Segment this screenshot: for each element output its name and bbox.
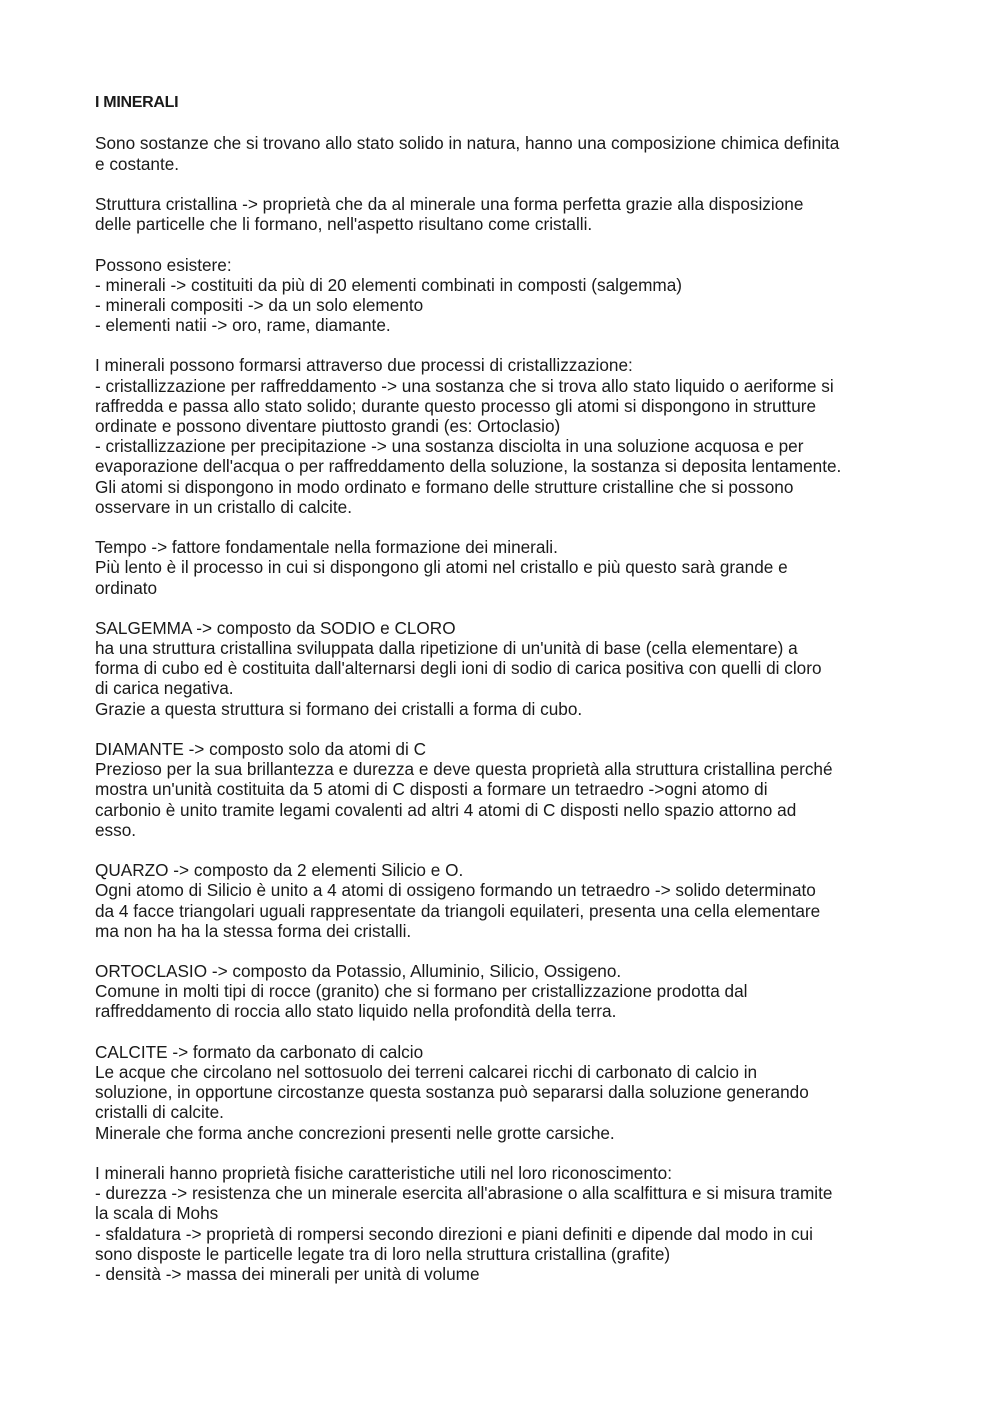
paragraph-properties-line: I minerali hanno proprietà fisiche caratteristiche utili nel loro riconoscimento: <box>95 1162 673 1183</box>
paragraph-quarzo-line: ma non ha ha la stessa forma dei cristalli. <box>95 920 412 941</box>
document-page <box>95 93 915 1284</box>
paragraph-salgemma-line: forma di cubo ed è costituita dall'alternarsi degli ioni di sodio di carica positiva con quelli di cloro <box>95 658 822 679</box>
paragraph-crystallization-line: ordinate e possono diventare piuttosto grandi (es: Ortoclasio) <box>95 416 561 436</box>
spacer <box>95 113 915 133</box>
paragraph-structure-line: delle particelle che li formano, nell'aspetto risultano come cristalli. <box>95 214 593 235</box>
paragraph-crystallization-line: I minerali possono formarsi attraverso due processi di cristallizzazione: <box>95 355 633 376</box>
paragraph-structure-line: Struttura cristallina -> proprietà che da al minerale una forma perfetta grazie alla disposizione <box>95 193 804 214</box>
paragraph-diamante-line: Prezioso per la sua brillantezza e durezza e deve questa proprietà alla struttura cristallina perché <box>95 759 833 780</box>
paragraph-salgemma-line: ha una struttura cristallina sviluppata dalla ripetizione di un'unità di base (cella elementare) a <box>95 638 798 659</box>
spacer <box>95 335 915 355</box>
spacer <box>95 598 915 618</box>
paragraph-crystallization-line: osservare in un cristallo di calcite. <box>95 496 352 517</box>
paragraph-types-line: Possono esistere: <box>95 254 232 275</box>
paragraph-calcite-line: CALCITE -> formato da carbonato di calcio <box>95 1041 424 1062</box>
paragraph-types-line: - minerali -> costituiti da più di 20 elementi combinati in composti (salgemma) <box>95 274 683 295</box>
spacer <box>95 517 915 537</box>
paragraph-properties-line: - sfaldatura -> proprietà di rompersi secondo direzioni e piani definiti e dipende dal modo in cui <box>95 1223 813 1244</box>
paragraph-crystallization-line: evaporazione dell'acqua o per raffreddamento della soluzione, la sostanza si deposita lentamente. <box>95 456 842 477</box>
paragraph-salgemma-line: Grazie a questa struttura si formano dei cristalli a forma di cubo. <box>95 698 583 719</box>
paragraph-ortoclasio-line: raffreddamento di roccia allo stato liquido nella profondità della terra. <box>95 1001 617 1022</box>
paragraph-properties-line: la scala di Mohs <box>95 1203 219 1224</box>
paragraph-time-line: Più lento è il processo in cui si dispongono gli atomi nel cristallo e più questo sarà grande e <box>95 557 788 578</box>
paragraph-ortoclasio-line: Comune in molti tipi di rocce (granito) che si formano per cristallizzazione prodotta dal <box>95 981 748 1002</box>
paragraph-ortoclasio-line: ORTOCLASIO -> composto da Potassio, Alluminio, Silicio, Ossigeno. <box>95 961 622 982</box>
paragraph-time-line: Tempo -> fattore fondamentale nella formazione dei minerali. <box>95 537 558 558</box>
paragraph-quarzo-line: QUARZO -> composto da 2 elementi Silicio e O. <box>95 860 464 881</box>
paragraph-diamante-line: DIAMANTE -> composto solo da atomi di C <box>95 739 426 759</box>
paragraph-intro-line: Sono sostanze che si trovano allo stato solido in natura, hanno una composizione chimica definita <box>95 133 840 154</box>
paragraph-salgemma-line: di carica negativa. <box>95 678 234 699</box>
paragraph-properties-line: - durezza -> resistenza che un minerale esercita all'abrasione o alla scalfittura e si misura tramite <box>95 1183 833 1204</box>
paragraph-diamante-line: mostra un'unità costituita da 5 atomi di C disposti a formare un tetraedro ->ogni atomo di <box>95 779 768 800</box>
paragraph-quarzo-line: da 4 facce triangolari uguali rappresentate da triangoli equilateri, presenta una cella elementare <box>95 900 821 921</box>
paragraph-diamante-line: carbonio è unito tramite legami covalenti ad altri 4 atomi di C disposti nello spazio attorno ad <box>95 799 797 820</box>
paragraph-calcite-line: soluzione, in opportune circostanze questa sostanza può separarsi dalla soluzione generando <box>95 1082 809 1103</box>
paragraph-types-line: - minerali compositi -> da un solo elemento <box>95 294 424 315</box>
spacer <box>95 1022 915 1042</box>
paragraph-salgemma-line: SALGEMMA -> composto da SODIO e CLORO <box>95 617 456 638</box>
spacer <box>95 1143 915 1163</box>
paragraph-crystallization-line: - cristallizzazione per precipitazione -> una sostanza disciolta in una soluzione acquosa e per <box>95 436 804 457</box>
paragraph-crystallization-line: - cristallizzazione per raffreddamento -> una sostanza che si trova allo stato liquido o aeriforme si <box>95 375 834 396</box>
spacer <box>95 174 915 194</box>
spacer <box>95 840 915 860</box>
document-title: I MINERALI <box>95 94 179 111</box>
paragraph-calcite-line: Minerale che forma anche concrezioni presenti nelle grotte carsiche. <box>95 1122 615 1143</box>
paragraph-quarzo-line: Ogni atomo di Silicio è unito a 4 atomi di ossigeno formando un tetraedro -> solido determinato <box>95 880 816 901</box>
spacer <box>95 234 915 254</box>
paragraph-time-line: ordinato <box>95 577 158 598</box>
paragraph-properties-line: sono disposte le particelle legate tra di loro nella struttura cristallina (grafite) <box>95 1243 671 1264</box>
paragraph-crystallization-line: Gli atomi si dispongono in modo ordinato e formano delle strutture cristalline che si possono <box>95 476 794 497</box>
paragraph-intro-line: e costante. <box>95 153 180 174</box>
paragraph-diamante-line: esso. <box>95 819 137 840</box>
paragraph-properties-line: - densità -> massa dei minerali per unità di volume <box>95 1263 480 1284</box>
spacer <box>95 719 915 739</box>
paragraph-crystallization-line: raffredda e passa allo stato solido; durante questo processo gli atomi si dispongono in strutture <box>95 395 817 416</box>
paragraph-calcite-line: Le acque che circolano nel sottosuolo dei terreni calcarei ricchi di carbonato di calcio in <box>95 1062 758 1082</box>
paragraph-types-line: - elementi natii -> oro, rame, diamante. <box>95 315 391 336</box>
spacer <box>95 941 915 961</box>
paragraph-calcite-line: cristalli di calcite. <box>95 1102 224 1123</box>
